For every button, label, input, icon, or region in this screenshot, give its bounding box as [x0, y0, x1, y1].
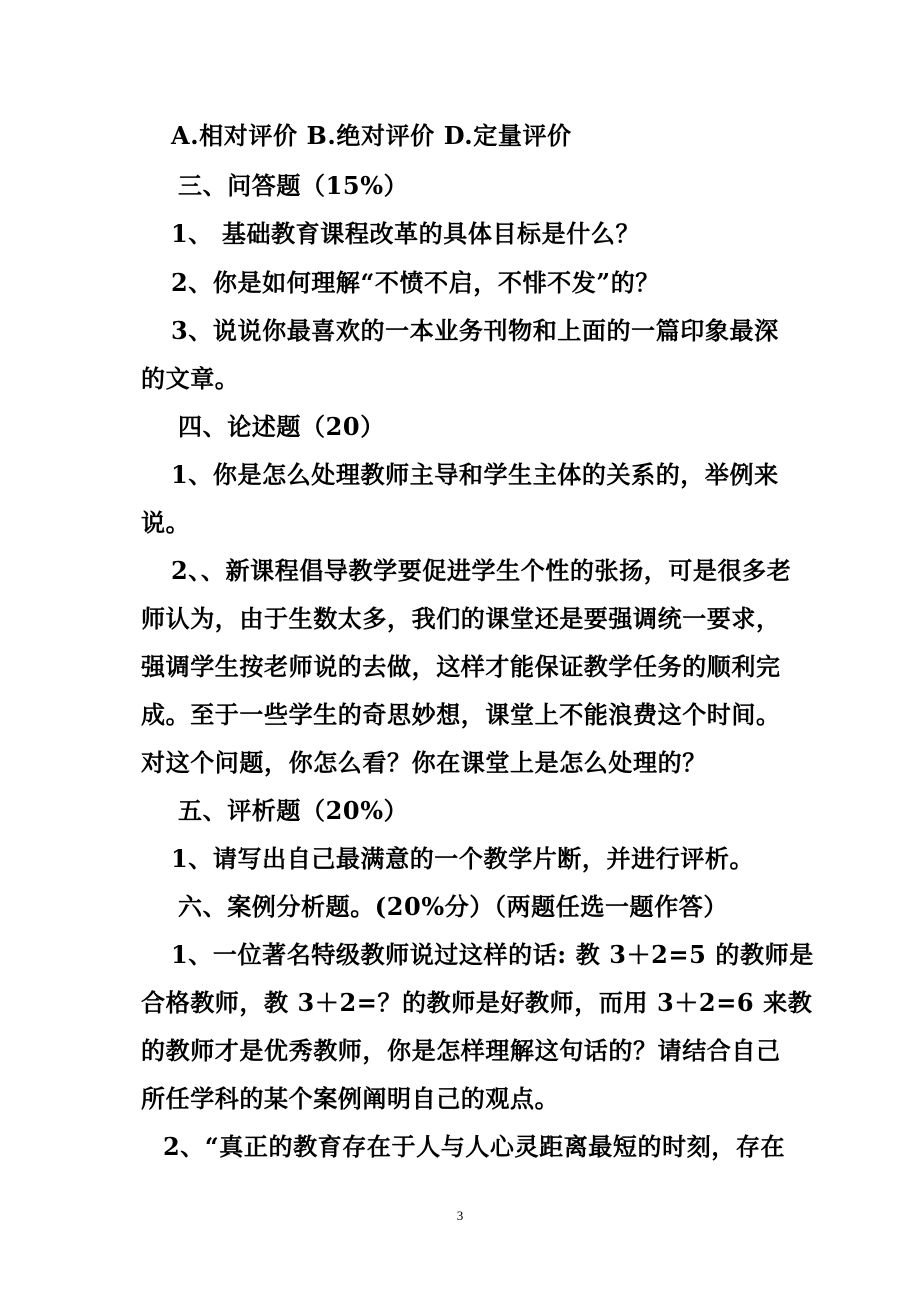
question-line: 1、一位著名特级教师说过这样的话: 教 3＋2=5 的教师是 — [171, 940, 814, 969]
question-line: 合格教师，教 3＋2=？的教师是好教师，而用 3＋2=6 来教 — [141, 988, 813, 1017]
question-line: 的文章。 — [141, 364, 240, 393]
question-line: 2、、新课程倡导教学要促进学生个性的张扬，可是很多老 — [171, 556, 792, 585]
question-line: 所任学科的某个案例阐明自己的观点。 — [141, 1084, 560, 1113]
question-line: 说。 — [141, 508, 191, 537]
question-line: 对这个问题，你怎么看？你在课堂上是怎么处理的？ — [141, 748, 707, 777]
question-line: 2、你是如何理解“不愤不启，不悱不发”的？ — [171, 268, 660, 297]
question-line: 强调学生按老师说的去做，这样才能保证教学任务的顺利完 — [141, 652, 781, 681]
page-number: 3 — [456, 1208, 464, 1223]
section-heading-3: 三、问答题（15%） — [178, 171, 409, 200]
section-heading-4: 四、论述题（20） — [178, 412, 385, 441]
section-heading-6: 六、案例分析题。(20%分）（两题任选一题作答） — [178, 892, 728, 921]
question-line: 2、“真正的教育存在于人与人心灵距离最短的时刻，存在 — [163, 1132, 786, 1161]
section-heading-5: 五、评析题（20%） — [178, 796, 409, 825]
question-line: 成。至于一些学生的奇思妙想，课堂上不能浪费这个时间。 — [141, 700, 781, 729]
question-line: 3、说说你最喜欢的一本业务刊物和上面的一篇印象最深 — [171, 316, 779, 345]
options-line: A.相对评价 B.绝对评价 D.定量评价 — [171, 121, 572, 150]
question-line: 师认为，由于生数太多，我们的课堂还是要强调统一要求， — [141, 604, 781, 633]
question-line: 1、 基础教育课程改革的具体目标是什么？ — [171, 219, 641, 248]
question-line: 1、你是怎么处理教师主导和学生主体的关系的，举例来 — [171, 460, 779, 489]
question-line: 的教师才是优秀教师，你是怎样理解这句话的？请结合自己 — [141, 1036, 781, 1065]
question-line: 1、请写出自己最满意的一个教学片断，并进行评析。 — [171, 844, 755, 873]
